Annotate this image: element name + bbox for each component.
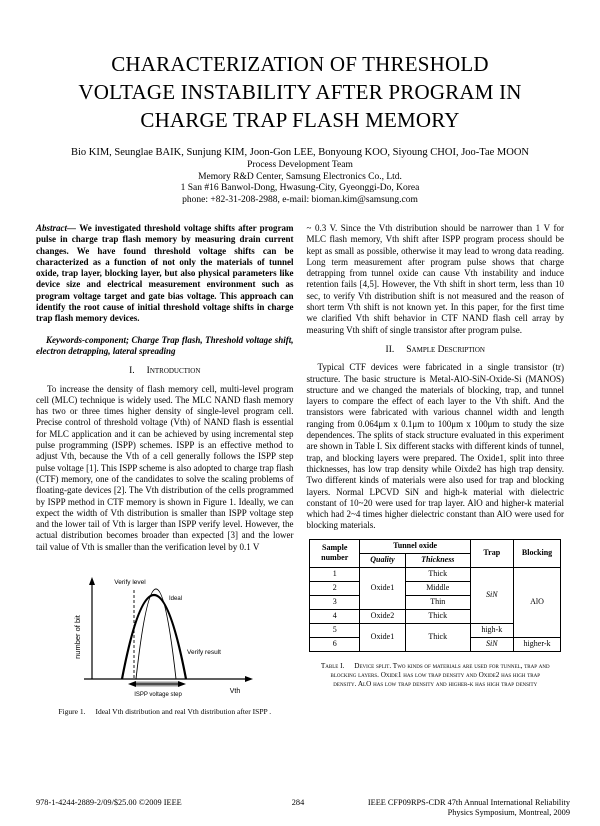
authors-line: Bio KIM, Seunglae BAIK, Sunjung KIM, Joon-Gon LEE, Bonyoung KOO, Siyoung CHOI, Joo-Tae MOON <box>70 147 530 158</box>
section-title: Introduction <box>146 366 201 377</box>
table-1 <box>307 539 565 689</box>
cell-sample-4: 4 <box>310 609 360 623</box>
section-number: I. <box>129 366 135 377</box>
paper-title <box>48 50 552 134</box>
sample-description-paragraph: Typical CTF devices were fabricated in a single transistor (tr) structure. The basic structure is Metal-AlO-SiN-Oxide-Si (MANOS) structure and we changed the materials of blocking, trap, and tunnel layers to compare the effect of each layer to the Vth shift. And the transistors were fabricated with various channel width and length ranging from 0.064μm x 0.1μm to 100μm x 100μm to study the size dependences. The splits of stack structure evaluated in this experiment are shown in Table I. Six different stacks with different kinds of tunnel, trap, and blocking layers were prepared. The Oxide1, split into three thicknesses, has low trap density while Oixde2 has high trap density. Two different kinds of materials were also used for trap and blocking layers. Normal LPCVD SiN and high-k material with dielectric constant of 10~20 were used for trap layer. AlO and higher-k material which had 2~4 times higher dielectric constant than AlO were used for blocking materials. <box>306 362 564 531</box>
abstract-label: Abstract— <box>36 223 80 233</box>
verify-result-curve <box>122 595 186 679</box>
verify-result-label: Verify result <box>186 649 221 657</box>
cell-trap-highk: high-k <box>470 623 513 637</box>
cell-trap-sin: SiN <box>470 567 513 623</box>
title-line-1: CHARACTERIZATION OF THRESHOLD <box>111 52 489 76</box>
cell-quality-oxide1: Oxide1 <box>360 623 405 651</box>
page-number: 284 <box>291 798 305 807</box>
conference-line-2: Physics Symposium, Montreal, 2009 <box>447 808 570 817</box>
affiliation-block <box>0 160 600 206</box>
y-axis-arrow-icon <box>89 577 95 585</box>
left-column <box>36 223 294 717</box>
cell-thickness-middle: Middle <box>405 581 470 595</box>
copyright-notice: 978-1-4244-2889-2/09/$25.00 ©2009 IEEE <box>36 798 182 807</box>
cell-trap-sin: SiN <box>470 637 513 651</box>
cell-sample-5: 5 <box>310 623 360 637</box>
page-footer <box>36 798 570 818</box>
title-line-2: VOLTAGE INSTABILITY AFTER PROGRAM IN <box>78 80 522 104</box>
table-caption-label: Table I. <box>320 661 345 670</box>
cell-sample-2: 2 <box>310 581 360 595</box>
x-axis-label: Vth <box>229 688 241 696</box>
header-quality: Quality <box>360 553 405 567</box>
header-trap: Trap <box>470 539 513 567</box>
cell-quality-oxide1: Oxide1 <box>360 567 405 609</box>
keywords-paragraph: Keywords-component; Charge Trap flash, Threshold voltage shift, electron detrapping, lateral spreading <box>36 334 294 356</box>
introduction-paragraph-continued: ~ 0.3 V. Since the Vth distribution should be narrower than 1 V for MLC flash memory, Vth shift after ISPP program process should be kept as small as possible, otherwise it may lead to wrong data reading. Long term measurement after program pulse shows that charge detrapping from tunnel oxide can cause Vth instability and induce retention fails [4,5]. However, the Vth shift in short term, less than 10 sec, to verify Vth distribution shift is not measured and the reason of short term Vth shift is not known yet. In this paper, for the first time we clarified Vth shift behavior in CTF NAND flash cell array by measuring Vth shift of single transistor after program pulse. <box>306 223 564 335</box>
affiliation-address: 1 San #16 Banwol-Dong, Hwasung-City, Gyeonggi-Do, Korea <box>180 183 420 193</box>
ideal-curve <box>136 589 176 679</box>
cell-sample-1: 1 <box>310 567 360 581</box>
paper-page <box>0 50 600 826</box>
figure-caption-label: Figure 1. <box>58 707 86 717</box>
ispp-arrow-right-icon <box>178 681 186 687</box>
abstract-paragraph <box>36 223 294 325</box>
ideal-label: Ideal <box>168 596 182 603</box>
affiliation-contact: phone: +82-31-208-2988, e-mail: bioman.kim@samsung.com <box>182 194 418 205</box>
cell-quality-oxide2: Oxide2 <box>360 609 405 623</box>
header-thickness: Thickness <box>405 553 470 567</box>
affiliation-team: Process Development Team <box>247 160 353 170</box>
device-split-table <box>309 539 561 652</box>
cell-sample-6: 6 <box>310 637 360 651</box>
conference-info <box>340 798 570 818</box>
figure-1-caption <box>36 706 294 717</box>
x-axis-arrow-icon <box>245 676 253 682</box>
right-column <box>307 223 565 717</box>
section-heading-sample-description <box>307 345 565 356</box>
header-tunnel-oxide: Tunnel oxide <box>360 539 471 553</box>
figure-1 <box>36 575 294 717</box>
affiliation-center: Memory R&D Center, Samsung Electronics Co., Ltd. <box>198 171 402 182</box>
section-heading-introduction <box>36 366 294 377</box>
ispp-arrow-left-icon <box>128 681 136 687</box>
table-row <box>310 567 561 581</box>
cell-sample-3: 3 <box>310 595 360 609</box>
cell-blocking-alo: AlO <box>513 567 561 637</box>
vth-distribution-plot <box>50 575 280 699</box>
section-title: Sample Description <box>406 344 485 355</box>
section-number: II. <box>385 344 395 355</box>
ispp-step-label: ISPP voltage step <box>133 692 182 699</box>
cell-thickness-thick: Thick <box>405 609 470 623</box>
table-caption-text: Device split. Two kinds of materials are used for tunnel, trap and blocking layers. Oxide1 has low trap density and Oxide2 has high trap density. AlO has low trap density and higher-k has high trap density <box>330 661 550 688</box>
abstract-text: We investigated threshold voltage shifts after program pulse in charge trap flash memory by measuring drain current changes. We have found threshold voltage shifts can be characterized as a function of not only the materials of tunnel oxide, trap layer, blocking layer, but also physical parameters like device size and electrical measurement environment such as program voltage target and gate bias voltage. This approach can identify the root cause of initial threshold voltage shifts in charge trap flash memory devices. <box>36 223 294 324</box>
cell-thickness-thick: Thick <box>405 567 470 581</box>
two-column-body <box>0 223 600 717</box>
introduction-paragraph: To increase the density of flash memory cell, multi-level program cell (MLC) technique is widely used. The MLC NAND flash memory has two or three times higher density of single-level program cell. Precise control of threshold voltage (Vth) of NAND flash is essential for MLC application and it can be achieved by using incremental step pulse programming (ISPP) schemes. ISPP is an effective method to adjust Vth, because the Vth of a cell generally follows the ISPP step pulse voltage [1]. This ISPP scheme is also adopted to charge trap flash (CTF) memory, one of the candidates to solve the scaling problems of floating-gate devices [2]. The Vth distribution of the cells programmed by ISPP method in CTF memory is shown in Figure 1. Ideally, we can expect the width of Vth distribution is smaller than ISPP voltage step and the lower tail of Vth is larger than ISPP verify level. However, the actual distribution becomes broader than expected [3] and the lower tail value of Vth is smaller than the verification level by 0.1 V <box>36 383 294 552</box>
table-1-caption <box>307 662 565 689</box>
cell-thickness-thick: Thick <box>405 623 470 651</box>
y-axis-label: number of bit <box>72 615 82 659</box>
verify-level-label: Verify level <box>114 579 146 587</box>
cell-blocking-higherk: higher-k <box>513 637 561 651</box>
header-blocking: Blocking <box>513 539 561 567</box>
header-sample-number: Sample number <box>310 539 360 567</box>
table-header-row <box>310 539 561 553</box>
cell-thickness-thin: Thin <box>405 595 470 609</box>
title-line-3: CHARGE TRAP FLASH MEMORY <box>140 108 460 132</box>
figure-caption-text: Ideal Vth distribution and real Vth distribution after ISPP . <box>95 707 272 717</box>
conference-line-1: IEEE CFP09RPS-CDR 47th Annual International Reliability <box>367 798 570 807</box>
